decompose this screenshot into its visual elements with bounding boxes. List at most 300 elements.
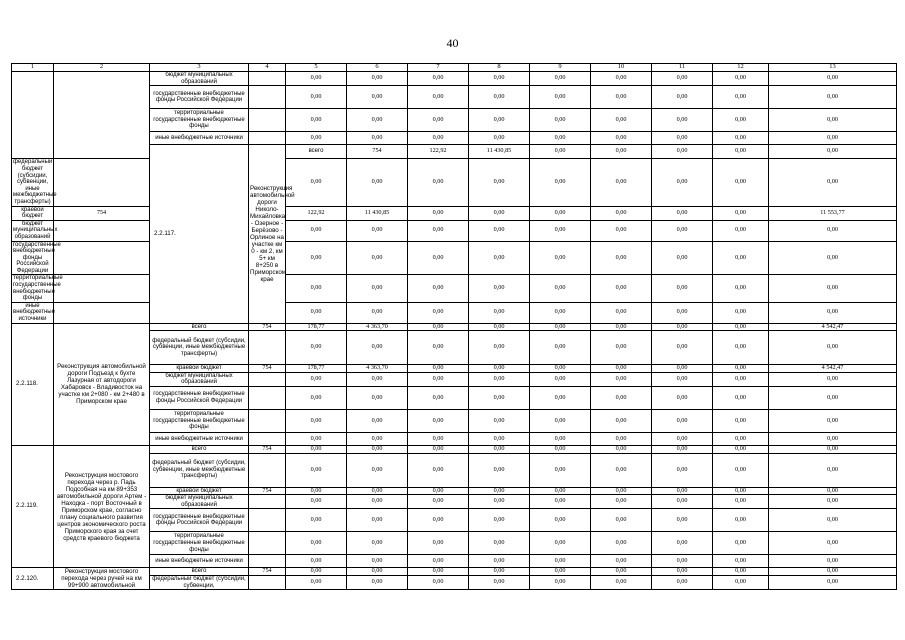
year-value: 11 430,85 (347, 206, 408, 220)
total-value: 0,00 (769, 275, 897, 302)
year-value: 0,00 (652, 86, 713, 109)
year-value: 0,00 (530, 206, 591, 220)
year-value: 0,00 (652, 387, 713, 410)
year-value: 0,00 (286, 555, 347, 568)
year-value: 0,00 (713, 387, 769, 410)
year-value: 0,00 (713, 220, 769, 241)
year-value: 0,00 (713, 302, 769, 323)
year-value: 4 363,70 (347, 365, 408, 373)
funding-source: территориальные государственные внебюджетные фонды (150, 109, 249, 132)
year-value: 0,00 (591, 72, 652, 86)
total-value: 0,00 (769, 568, 897, 576)
year-value: 0,00 (652, 453, 713, 487)
year-value: 0,00 (347, 220, 408, 241)
year-value: 0,00 (469, 555, 530, 568)
year-value: 0,00 (347, 509, 408, 532)
grbs-code: 754 (249, 568, 286, 576)
grbs-code (249, 495, 286, 509)
year-value: 0,00 (469, 365, 530, 373)
year-value: 0,00 (591, 568, 652, 576)
year-value: 0,00 (469, 576, 530, 590)
table-row (12, 275, 897, 302)
table-row (12, 241, 897, 275)
year-value: 0,00 (469, 487, 530, 495)
year-value: 0,00 (286, 220, 347, 241)
year-value: 0,00 (530, 372, 591, 386)
year-value: 0,00 (347, 372, 408, 386)
year-value: 0,00 (286, 509, 347, 532)
year-value: 0,00 (530, 145, 591, 159)
year-value: 0,00 (652, 365, 713, 373)
year-value: 0,00 (408, 206, 469, 220)
year-value: 0,00 (347, 72, 408, 86)
funding-source: краевой бюджет (150, 487, 249, 495)
year-value: 0,00 (286, 576, 347, 590)
year-value: 0,00 (286, 453, 347, 487)
funding-source: территориальные государственные внебюджетные фонды (150, 410, 249, 433)
year-value: 0,00 (713, 576, 769, 590)
year-value: 0,00 (591, 220, 652, 241)
year-value: 0,00 (530, 86, 591, 109)
year-value: 0,00 (286, 331, 347, 365)
year-value: 0,00 (530, 555, 591, 568)
year-value: 0,00 (652, 145, 713, 159)
year-value: 0,00 (469, 275, 530, 302)
year-value: 0,00 (713, 132, 769, 145)
year-value: 0,00 (591, 109, 652, 132)
table-row (12, 72, 897, 86)
year-value: 0,00 (408, 453, 469, 487)
year-value: 0,00 (286, 487, 347, 495)
year-value: 0,00 (591, 241, 652, 275)
year-value: 0,00 (408, 372, 469, 386)
column-number: 3 (150, 64, 249, 72)
year-value: 0,00 (408, 387, 469, 410)
year-value: 0,00 (652, 132, 713, 145)
year-value: 0,00 (286, 446, 347, 454)
year-value: 0,00 (347, 453, 408, 487)
year-value: 0,00 (408, 241, 469, 275)
year-value: 0,00 (713, 86, 769, 109)
year-value: 0,00 (347, 532, 408, 555)
total-value: 0,00 (769, 302, 897, 323)
year-value: 0,00 (652, 487, 713, 495)
year-value: 0,00 (591, 509, 652, 532)
year-value: 0,00 (286, 568, 347, 576)
grbs-code (54, 241, 150, 275)
grbs-code (249, 532, 286, 555)
total-value: 0,00 (769, 109, 897, 132)
funding-source: всего (150, 568, 249, 576)
year-value: 0,00 (652, 241, 713, 275)
year-value: 0,00 (286, 387, 347, 410)
funding-source: бюджет муниципальных образований (150, 372, 249, 386)
year-value: 0,00 (347, 132, 408, 145)
year-value: 0,00 (408, 275, 469, 302)
measure-code (12, 72, 54, 159)
year-value: 0,00 (652, 323, 713, 331)
year-value: 0,00 (408, 532, 469, 555)
grbs-code (249, 372, 286, 386)
year-value: 0,00 (469, 372, 530, 386)
year-value: 0,00 (530, 365, 591, 373)
total-value: 0,00 (769, 331, 897, 365)
year-value: 0,00 (713, 365, 769, 373)
column-number: 10 (591, 64, 652, 72)
year-value: 0,00 (591, 206, 652, 220)
funding-source: бюджет муниципальных образований (150, 495, 249, 509)
year-value: 0,00 (652, 302, 713, 323)
total-value: 0,00 (769, 372, 897, 386)
year-value: 0,00 (530, 323, 591, 331)
year-value: 0,00 (469, 568, 530, 576)
year-value: 0,00 (469, 220, 530, 241)
year-value: 0,00 (347, 568, 408, 576)
grbs-code (249, 86, 286, 109)
year-value: 0,00 (469, 495, 530, 509)
year-value: 0,00 (530, 387, 591, 410)
funding-source: иные внебюджетные источники (150, 433, 249, 446)
year-value: 0,00 (652, 206, 713, 220)
year-value: 0,00 (591, 495, 652, 509)
year-value: 0,00 (286, 433, 347, 446)
year-value: 0,00 (591, 576, 652, 590)
funding-source: краевой бюджет (150, 365, 249, 373)
column-number: 9 (530, 64, 591, 72)
funding-source: иные внебюджетные источники (150, 132, 249, 145)
year-value: 0,00 (652, 159, 713, 206)
year-value: 0,00 (469, 206, 530, 220)
year-value: 0,00 (652, 220, 713, 241)
year-value: 0,00 (347, 241, 408, 275)
column-number: 7 (408, 64, 469, 72)
year-value: 0,00 (408, 495, 469, 509)
funding-source: иные внебюджетные источники (13, 302, 55, 323)
year-value: 0,00 (591, 446, 652, 454)
year-value: 0,00 (713, 555, 769, 568)
grbs-code (249, 109, 286, 132)
table-row (12, 323, 897, 331)
year-value: 0,00 (408, 555, 469, 568)
funding-source: территориальные государственные внебюджетные фонды (150, 532, 249, 555)
total-value: 0,00 (769, 220, 897, 241)
total-value: 0,00 (769, 132, 897, 145)
year-value: 0,00 (408, 365, 469, 373)
year-value: 0,00 (652, 275, 713, 302)
year-value: 0,00 (713, 410, 769, 433)
year-value: 0,00 (713, 532, 769, 555)
funding-source: всего (286, 145, 347, 159)
total-value: 0,00 (769, 159, 897, 206)
year-value: 0,00 (469, 109, 530, 132)
year-value: 0,00 (530, 487, 591, 495)
year-value: 0,00 (469, 86, 530, 109)
grbs-code (249, 576, 286, 590)
year-value: 0,00 (530, 109, 591, 132)
year-value: 0,00 (652, 372, 713, 386)
total-value: 0,00 (769, 555, 897, 568)
year-value: 0,00 (591, 323, 652, 331)
total-value: 4 542,47 (769, 365, 897, 373)
year-value: 0,00 (408, 410, 469, 433)
year-value: 0,00 (652, 495, 713, 509)
measure-code: 2.2.120. (12, 568, 54, 590)
year-value: 0,00 (408, 509, 469, 532)
year-value: 0,00 (347, 495, 408, 509)
table-row (12, 206, 897, 220)
year-value: 178,77 (286, 323, 347, 331)
funding-source: бюджет муниципальных образований (13, 220, 58, 240)
year-value: 0,00 (347, 86, 408, 109)
year-value: 0,00 (286, 532, 347, 555)
year-value: 0,00 (347, 555, 408, 568)
year-value: 0,00 (713, 487, 769, 495)
grbs-code: 754 (347, 145, 408, 159)
year-value: 0,00 (652, 433, 713, 446)
measure-code: 2.2.118. (12, 323, 54, 445)
year-value: 0,00 (286, 302, 347, 323)
grbs-code (249, 132, 286, 145)
year-value: 0,00 (713, 446, 769, 454)
measure-name: Реконструкция мостового перехода через р. Падь Подсобная на км 89+353 автомобильной дороги Артем - Находка - порт Восточный в Приморском крае, согласно плану социального развития центров экономического роста Приморского края за счет средств краевого бюджета (54, 446, 150, 568)
year-value: 4 363,70 (347, 323, 408, 331)
year-value: 0,00 (347, 275, 408, 302)
year-value: 0,00 (347, 433, 408, 446)
year-value: 0,00 (713, 72, 769, 86)
total-value: 0,00 (769, 487, 897, 495)
year-value: 0,00 (530, 576, 591, 590)
year-value: 0,00 (652, 446, 713, 454)
column-number: 1 (12, 64, 54, 72)
year-value: 0,00 (652, 532, 713, 555)
year-value: 0,00 (347, 576, 408, 590)
column-number: 6 (347, 64, 408, 72)
year-value: 0,00 (469, 323, 530, 331)
year-value: 0,00 (469, 302, 530, 323)
grbs-code (54, 159, 150, 206)
year-value: 0,00 (652, 509, 713, 532)
grbs-code (249, 387, 286, 410)
year-value: 0,00 (408, 86, 469, 109)
year-value: 0,00 (408, 433, 469, 446)
total-value: 0,00 (769, 433, 897, 446)
grbs-code: 754 (249, 323, 286, 331)
column-number: 13 (769, 64, 897, 72)
year-value: 0,00 (713, 509, 769, 532)
total-value: 0,00 (769, 446, 897, 454)
year-value: 0,00 (713, 372, 769, 386)
year-value: 0,00 (408, 109, 469, 132)
year-value: 0,00 (469, 132, 530, 145)
year-value: 0,00 (286, 86, 347, 109)
year-value: 0,00 (347, 331, 408, 365)
year-value: 0,00 (347, 487, 408, 495)
year-value: 0,00 (591, 410, 652, 433)
funding-source: государственные внебюджетные фонды Российской Федерации (150, 509, 249, 532)
year-value: 0,00 (591, 532, 652, 555)
year-value: 0,00 (591, 453, 652, 487)
year-value: 0,00 (286, 275, 347, 302)
year-value: 0,00 (530, 433, 591, 446)
year-value: 122,92 (408, 145, 469, 159)
year-value: 0,00 (591, 145, 652, 159)
column-number: 4 (249, 64, 286, 72)
year-value: 0,00 (469, 532, 530, 555)
year-value: 0,00 (713, 109, 769, 132)
year-value: 0,00 (286, 241, 347, 275)
year-value: 0,00 (591, 159, 652, 206)
total-value: 0,00 (769, 86, 897, 109)
year-value: 11 430,85 (469, 145, 530, 159)
year-value: 0,00 (591, 86, 652, 109)
year-value: 0,00 (713, 159, 769, 206)
year-value: 0,00 (408, 159, 469, 206)
year-value: 0,00 (530, 241, 591, 275)
grbs-code (54, 275, 150, 302)
budget-table-body (12, 64, 897, 590)
year-value: 0,00 (591, 302, 652, 323)
page-number: 40 (446, 36, 459, 50)
column-number: 2 (54, 64, 150, 72)
measure-name (54, 72, 150, 159)
year-value: 0,00 (530, 453, 591, 487)
funding-source: государственные внебюджетные фонды Российской Федерации (150, 86, 249, 109)
year-value: 0,00 (408, 576, 469, 590)
grbs-code (249, 453, 286, 487)
year-value: 0,00 (469, 387, 530, 410)
year-value: 0,00 (713, 433, 769, 446)
year-value: 0,00 (347, 446, 408, 454)
grbs-code: 754 (249, 446, 286, 454)
year-value: 0,00 (591, 275, 652, 302)
column-number: 11 (652, 64, 713, 72)
year-value: 0,00 (469, 72, 530, 86)
year-value: 0,00 (591, 433, 652, 446)
total-value: 0,00 (769, 410, 897, 433)
funding-source: федеральный бюджет (субсидии, субвенции, иные межбюджетные трансферты) (150, 453, 249, 487)
table-row (12, 159, 897, 206)
year-value: 0,00 (713, 568, 769, 576)
year-value: 0,00 (408, 220, 469, 241)
year-value: 0,00 (713, 145, 769, 159)
year-value: 0,00 (591, 487, 652, 495)
total-value: 0,00 (769, 453, 897, 487)
measure-name: Реконструкция мостового перехода через ручей на км 99+900 автомобильной (54, 568, 150, 590)
grbs-code (249, 331, 286, 365)
year-value: 0,00 (469, 446, 530, 454)
grbs-code (249, 509, 286, 532)
grbs-code: 754 (249, 365, 286, 373)
total-value: 0,00 (769, 495, 897, 509)
total-value: 0,00 (769, 241, 897, 275)
measure-name: Реконструкция автомобильной дороги Николо-Михайловка - Озерное - Берёзово - Орлиное на участке км 0 - км 2, км 5+ км 8+250 в Приморском крае (249, 145, 286, 323)
year-value: 0,00 (408, 568, 469, 576)
funding-source: федеральный бюджет (субсидии, субвенции, иные межбюджетные трансферты) (13, 159, 57, 205)
year-value: 0,00 (286, 495, 347, 509)
grbs-code: 754 (54, 206, 150, 220)
year-value: 0,00 (347, 302, 408, 323)
measure-name: Реконструкция автомобильной дороги Подъезд к бухте Лазурная от автодороги Хабаровск - Владивосток на участке км 2+080 - км 2+480 в Приморском крае (54, 323, 150, 445)
grbs-code (54, 302, 150, 323)
year-value: 0,00 (652, 331, 713, 365)
total-value: 4 542,47 (769, 323, 897, 331)
year-value: 0,00 (408, 132, 469, 145)
funding-source: государственные внебюджетные фонды Российской Федерации (13, 241, 61, 274)
column-number-row (12, 64, 897, 72)
year-value: 0,00 (469, 509, 530, 532)
total-value: 0,00 (769, 509, 897, 532)
year-value: 0,00 (652, 109, 713, 132)
year-value: 0,00 (530, 532, 591, 555)
year-value: 122,92 (286, 206, 347, 220)
funding-source: всего (150, 446, 249, 454)
year-value: 0,00 (713, 275, 769, 302)
year-value: 0,00 (530, 446, 591, 454)
year-value: 0,00 (713, 453, 769, 487)
year-value: 0,00 (469, 159, 530, 206)
year-value: 0,00 (530, 275, 591, 302)
grbs-code: 754 (249, 487, 286, 495)
total-value: 0,00 (769, 387, 897, 410)
year-value: 0,00 (713, 331, 769, 365)
year-value: 0,00 (591, 365, 652, 373)
year-value: 0,00 (530, 132, 591, 145)
funding-source: краевой бюджет (12, 206, 54, 220)
total-value: 11 553,77 (769, 206, 897, 220)
column-number: 5 (286, 64, 347, 72)
year-value: 0,00 (591, 372, 652, 386)
year-value: 0,00 (347, 109, 408, 132)
column-number: 12 (713, 64, 769, 72)
table-row (12, 568, 897, 576)
year-value: 0,00 (713, 323, 769, 331)
grbs-code (249, 433, 286, 446)
year-value: 0,00 (530, 331, 591, 365)
year-value: 0,00 (713, 495, 769, 509)
year-value: 0,00 (408, 323, 469, 331)
year-value: 0,00 (286, 159, 347, 206)
funding-source: иные внебюджетные источники (150, 555, 249, 568)
budget-table (11, 63, 897, 590)
year-value: 0,00 (530, 509, 591, 532)
year-value: 0,00 (769, 145, 897, 159)
column-number: 8 (469, 64, 530, 72)
year-value: 0,00 (652, 568, 713, 576)
grbs-code (249, 410, 286, 433)
year-value: 0,00 (591, 387, 652, 410)
funding-source: всего (150, 323, 249, 331)
year-value: 0,00 (347, 410, 408, 433)
year-value: 0,00 (652, 576, 713, 590)
funding-source: бюджет муниципальных образований (150, 72, 249, 86)
grbs-code (249, 72, 286, 86)
year-value: 0,00 (286, 72, 347, 86)
funding-source: государственные внебюджетные фонды Российской Федерации (150, 387, 249, 410)
year-value: 0,00 (530, 302, 591, 323)
year-value: 0,00 (469, 331, 530, 365)
year-value: 0,00 (286, 132, 347, 145)
year-value: 0,00 (652, 555, 713, 568)
year-value: 0,00 (469, 433, 530, 446)
year-value: 0,00 (286, 410, 347, 433)
grbs-code (54, 220, 150, 241)
funding-source: федеральный бюджет (субсидии, субвенции, иные межбюджетные трансферты) (150, 331, 249, 365)
year-value: 0,00 (469, 410, 530, 433)
table-row (12, 220, 897, 241)
year-value: 0,00 (347, 387, 408, 410)
table-row (12, 302, 897, 323)
total-value: 0,00 (769, 532, 897, 555)
